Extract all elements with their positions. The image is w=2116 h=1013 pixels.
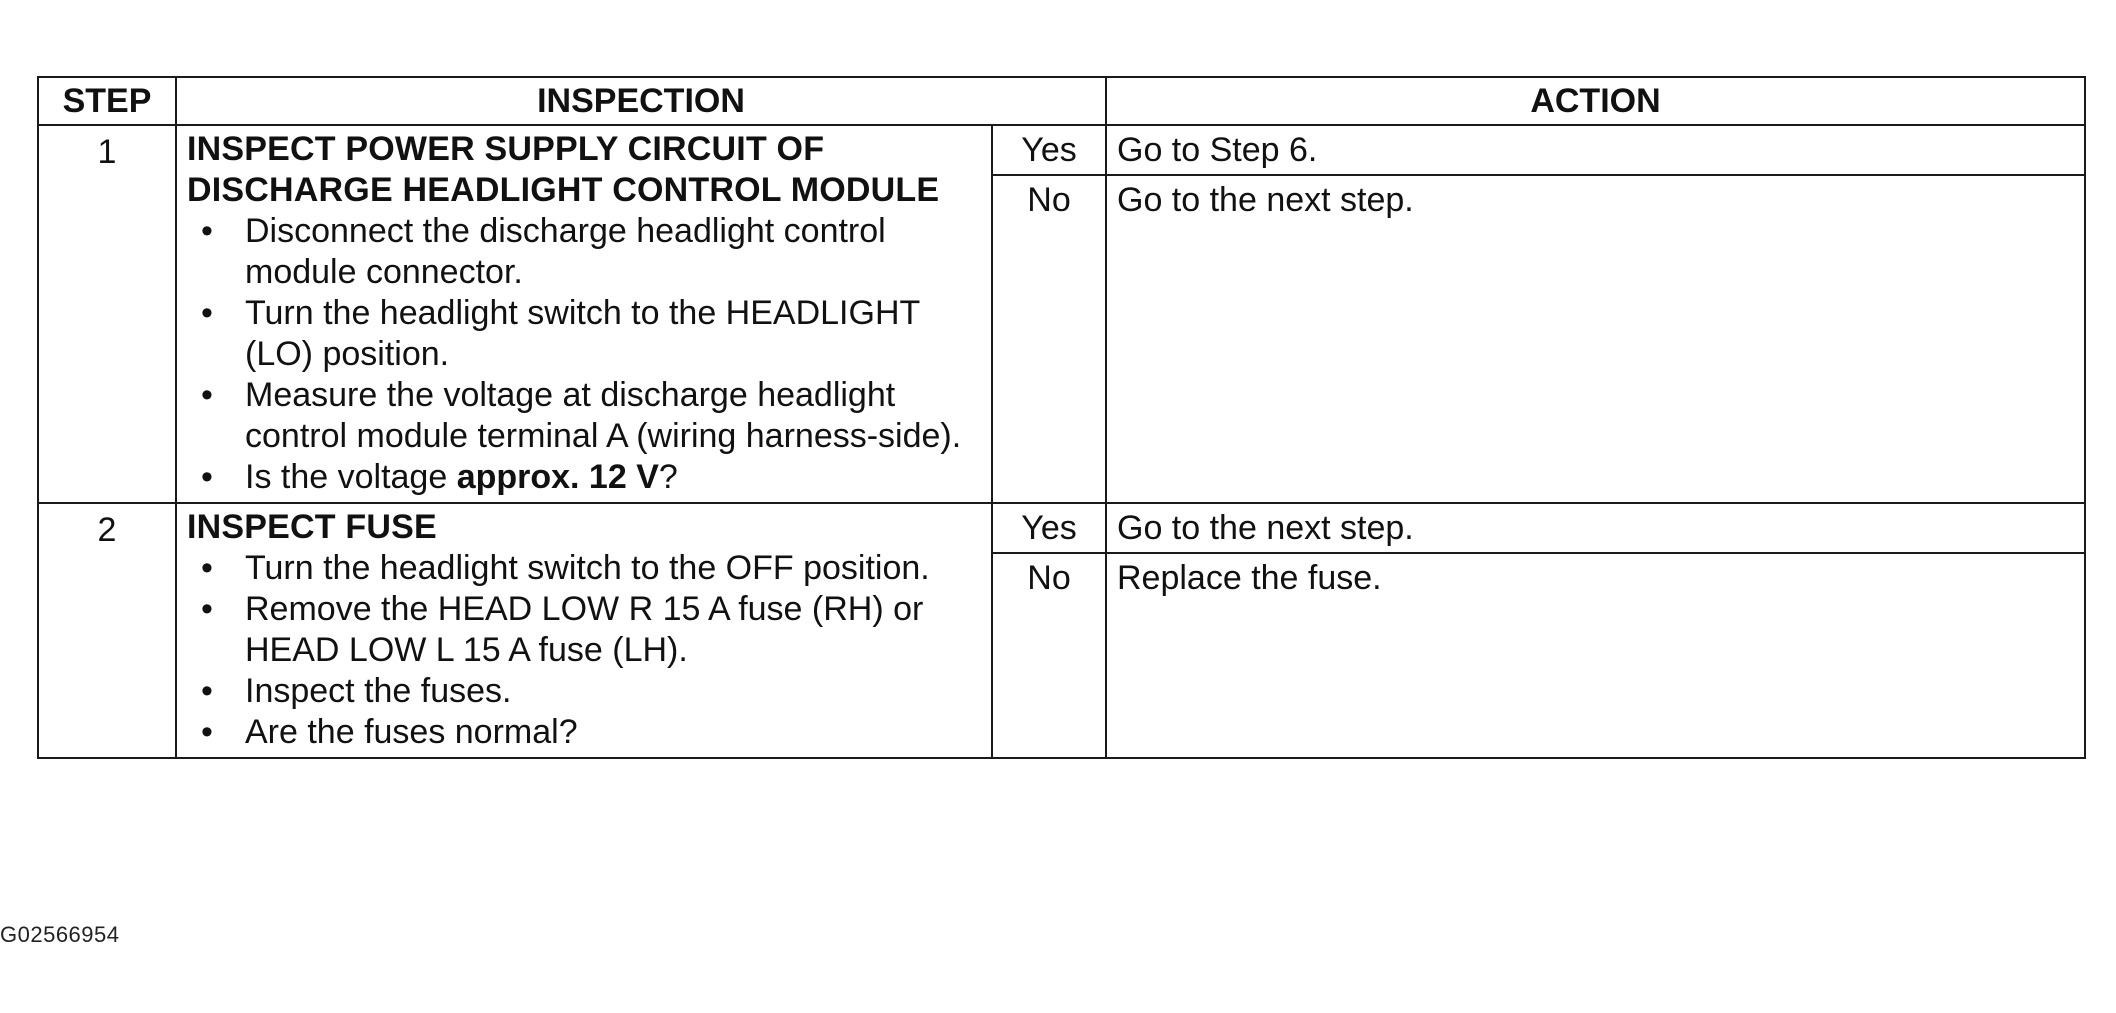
inspection-steps-list — [187, 548, 979, 753]
list-item: • Remove the HEAD LOW R 15 A fuse (RH) or HEAD LOW L 15 A fuse (LH). — [187, 589, 979, 671]
step-number: 1 — [38, 125, 176, 503]
inspection-cell — [176, 503, 992, 758]
list-item: • Measure the voltage at discharge headlight control module terminal A (wiring harness-side). — [187, 375, 979, 457]
inspection-table — [37, 76, 2086, 759]
list-item: • Turn the headlight switch to the OFF position. — [187, 548, 979, 589]
inspection-steps-list — [187, 211, 979, 498]
list-item: • Disconnect the discharge headlight control module connector. — [187, 211, 979, 293]
step-number: 2 — [38, 503, 176, 758]
list-item-question — [187, 457, 979, 498]
header-step: STEP — [38, 77, 176, 125]
header-action: ACTION — [1106, 77, 2085, 125]
list-item: • Are the fuses normal? — [187, 712, 979, 753]
header-inspection: INSPECTION — [176, 77, 1106, 125]
table-row — [38, 125, 2085, 175]
list-item: • Inspect the fuses. — [187, 671, 979, 712]
yes-label: Yes — [992, 125, 1106, 175]
yes-action: Go to the next step. — [1106, 503, 2085, 553]
no-label: No — [992, 553, 1106, 758]
no-action: Go to the next step. — [1106, 175, 2085, 503]
yes-label: Yes — [992, 503, 1106, 553]
no-action: Replace the fuse. — [1106, 553, 2085, 758]
list-item: • Turn the headlight switch to the HEADLIGHT (LO) position. — [187, 293, 979, 375]
table-row — [38, 503, 2085, 553]
figure-id: G02566954 — [0, 922, 120, 947]
no-label: No — [992, 175, 1106, 503]
question-text: Is the voltage — [245, 458, 457, 496]
step-title: INSPECT POWER SUPPLY CIRCUIT OF DISCHARGE HEADLIGHT CONTROL MODULE — [187, 130, 940, 209]
question-mark: ? — [658, 458, 678, 496]
yes-action: Go to Step 6. — [1106, 125, 2085, 175]
table-header-row — [38, 77, 2085, 125]
step-title: INSPECT FUSE — [187, 508, 437, 546]
inspection-cell — [176, 125, 992, 503]
question-emphasis: approx. 12 V — [456, 458, 659, 496]
